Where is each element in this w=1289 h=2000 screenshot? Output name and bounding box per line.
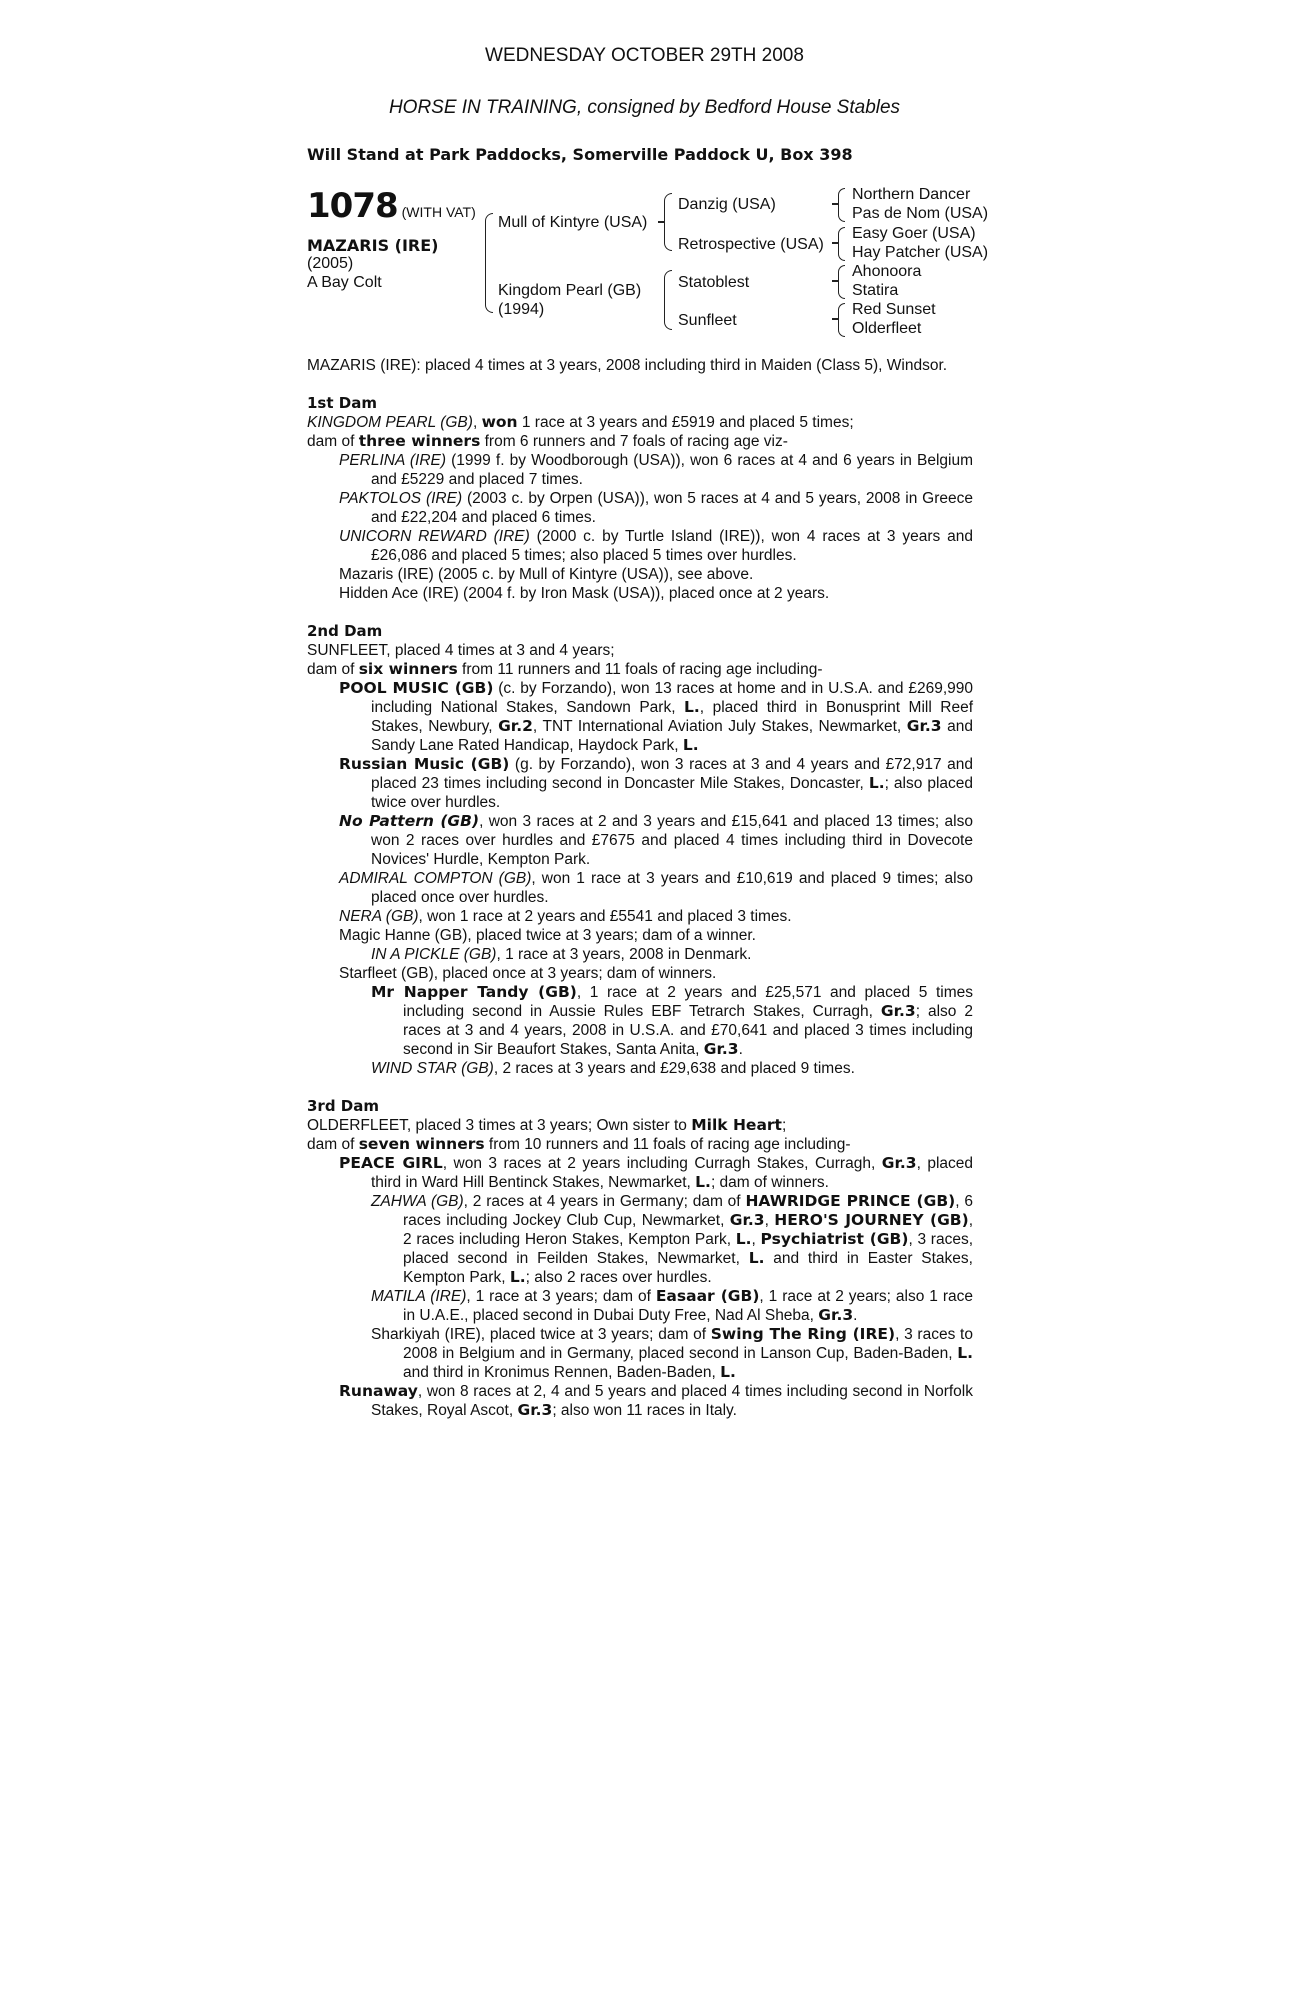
grand-offspring [371,945,973,964]
second-dam-offspring [339,755,973,812]
grand-offspring [371,1192,973,1287]
text-run: from 11 runners and 11 foals of racing age including- [457,661,823,678]
text-run: and third in Easter Stakes, Kempton Park, [403,1250,973,1286]
text-run: L. [748,1249,765,1267]
third-dam-line [307,1116,973,1135]
text-run: , won 1 race at 2 years and £5541 and placed 3 times. [418,908,792,925]
pedigree-bracket-g2 [838,227,845,261]
pedigree-bracket-g4 [838,303,845,337]
text-run: and Sandy Lane Rated Handicap, Haydock Park, [371,718,974,754]
pedigree-bracket-g3-point [832,280,838,282]
pedigree-gg-8: Olderfleet [852,320,922,337]
text-run: L. [509,1268,526,1286]
text-run: L. [695,1173,711,1191]
text-run: . [738,1041,743,1058]
text-run: No Pattern (GB) [339,812,480,830]
text-run: , won 1 race at 3 years and £10,619 and placed 9 times; also placed once over hurdles. [371,870,973,906]
text-run: PAKTOLOS (IRE) [339,490,463,507]
text-run: Gr.3 [703,1040,739,1058]
text-run: , 1 race at 3 years; dam of [466,1288,656,1305]
text-run: UNICORN REWARD (IRE) [339,528,530,545]
text-run: Easaar (GB) [655,1287,760,1305]
pedigree-bracket-g2-point [832,242,838,244]
text-run: MATILA (IRE) [371,1288,467,1305]
lot-heading [307,186,476,226]
consignment-line: HORSE IN TRAINING, consigned by Bedford House Stables [388,97,901,118]
pedigree-gg-3: Easy Goer (USA) [852,225,976,242]
first-dam-offspring: Hidden Ace (IRE) (2004 f. by Iron Mask (USA)), placed once at 2 years. [339,585,830,602]
first-dam-heading: 1st Dam [307,394,377,412]
pedigree-gg-4: Hay Patcher (USA) [852,244,989,261]
text-run: L. [682,736,699,754]
third-dam-produce [307,1135,973,1154]
second-dam-heading: 2nd Dam [307,622,383,640]
first-dam-offspring [339,489,973,527]
text-run: seven winners [358,1135,485,1153]
pedigree-bracket-main [485,213,493,313]
first-dam-offspring: Mazaris (IRE) (2005 c. by Mull of Kintyre (USA)), see above. [339,566,754,583]
text-run: , 2 races at 4 years in Germany; dam of [463,1193,746,1210]
text-run: KINGDOM PEARL (GB) [307,414,473,431]
grand-offspring [371,1059,973,1078]
pedigree-bracket-g1 [838,188,845,222]
text-run: Psychiatrist (GB) [760,1230,909,1248]
text-run: , 1 race at 2 years and £25,571 and placed 5 times including second in Aussie Rules EBF Tetrarch Stakes, Curragh, [403,984,973,1020]
text-run: HAWRIDGE PRINCE (GB) [745,1192,956,1210]
pedigree-dam-sire: Statoblest [678,274,750,291]
text-run: , [764,1212,775,1229]
pedigree-gg-7: Red Sunset [852,301,936,318]
second-dam-offspring [339,679,973,755]
second-dam-produce [307,660,973,679]
text-run: , 2 races including Heron Stakes, Kempton Park, [403,1212,973,1248]
pedigree-gg-5: Ahonoora [852,263,922,280]
pedigree-gg-6: Statira [852,282,899,299]
text-run: Gr.3 [880,1002,916,1020]
text-run: ZAHWA (GB) [371,1193,464,1210]
text-run: , won 3 races at 2 years including Curragh Stakes, Curragh, [442,1155,882,1172]
third-dam-heading: 3rd Dam [307,1097,379,1115]
second-dam-offspring: Starfleet (GB), placed once at 3 years; dam of winners. [339,965,717,982]
first-dam-line [307,413,973,432]
text-run: , 6 races including Jockey Club Cup, Newmarket, [403,1193,974,1229]
pedigree-sire: Mull of Kintyre (USA) [498,214,648,231]
text-run: Gr.2 [498,717,533,735]
text-run: Swing The Ring (IRE) [710,1325,896,1343]
text-run: ; [781,1117,787,1134]
text-run: ; also 2 races over hurdles. [525,1269,712,1286]
pedigree-dam: Kingdom Pearl (GB) [498,282,642,299]
text-run: ADMIRAL COMPTON (GB) [339,870,532,887]
text-run: Gr.3 [881,1154,917,1172]
racing-summary: MAZARIS (IRE): placed 4 times at 3 years, 2008 including third in Maiden (Class 5), Windsor. [307,357,948,374]
second-dam-offspring [339,907,973,926]
text-run: Milk Heart [691,1116,782,1134]
text-run: IN A PICKLE (GB) [371,946,497,963]
text-run: (1999 f. by Woodborough (USA)), won 6 races at 4 and 6 years in Belgium and £5229 and placed 7 times. [371,452,973,488]
text-run: , 3 races to 2008 in Belgium and in Germany, placed second in Lanson Cup, Baden-Baden, [403,1326,973,1362]
horse-name: MAZARIS (IRE) [307,236,439,255]
text-run: , won 8 races at 2, 4 and 5 years and placed 4 times including second in Norfolk Stakes, Royal Ascot, [371,1383,973,1419]
text-run: L. [684,698,700,716]
text-run: PERLINA (IRE) [339,452,447,469]
text-run: three winners [358,432,481,450]
pedigree-sire-sire: Danzig (USA) [678,196,776,213]
third-dam-offspring [339,1382,973,1420]
text-run: 1 race at 3 years and £5919 and placed 5 times; [517,414,854,431]
text-run: dam of [307,661,359,678]
text-run: and third in Kronimus Rennen, Baden-Baden, [403,1364,721,1381]
text-run: Runaway [339,1382,418,1400]
text-run: HERO'S JOURNEY (GB) [774,1211,969,1229]
first-dam-offspring [339,451,973,489]
pedigree-bracket-dam [664,270,672,330]
text-run: ; also 2 races at 3 and 4 years, 2008 in U.S.A. and £70,641 and placed 3 times including second in Sir Beaufort Stakes, Santa Anita, [403,1003,973,1058]
text-run: NERA (GB) [339,908,419,925]
second-dam-offspring [339,869,973,907]
text-run: (2000 c. by Turtle Island (IRE)), won 4 races at 3 years and £26,086 and placed 5 times; also placed 5 times over hurdles. [371,528,973,564]
pedigree-bracket-g4-point [832,318,838,320]
grand-offspring [371,1287,973,1325]
text-run: Mr Napper Tandy (GB) [371,983,577,1001]
text-run: L. [735,1230,752,1248]
text-run: Sharkiyah (IRE), placed twice at 3 years; dam of [371,1326,711,1343]
text-run: ; also won 11 races in Italy. [552,1402,737,1419]
text-run: , [472,414,482,431]
text-run: won [481,413,518,431]
text-run: dam of [307,1136,359,1153]
second-dam-offspring: Magic Hanne (GB), placed twice at 3 years; dam of a winner. [339,927,756,944]
stand-location: Will Stand at Park Paddocks, Somerville Paddock U, Box 398 [307,145,853,164]
sale-date: WEDNESDAY OCTOBER 29TH 2008 [485,45,804,66]
text-run: Gr.3 [517,1401,553,1419]
text-run: ; dam of winners. [710,1174,829,1191]
text-run: Russian Music (GB) [339,755,510,773]
grand-offspring [371,983,973,1059]
text-run: (g. by Forzando), won 3 races at 3 and 4 years and £72,917 and placed 23 times including second in Doncaster Mile Stakes, Doncaster, [371,756,973,792]
text-run: POOL MUSIC (GB) [339,679,494,697]
text-run: , placed third in Bonusprint Mill Reef Stakes, Newbury, [371,699,974,735]
lot-number: 1078 [307,186,398,226]
first-dam-offspring [339,527,973,565]
text-run: Gr.3 [818,1306,854,1324]
text-run: L. [720,1363,736,1381]
text-run: , 1 race at 2 years; also 1 race in U.A.E., placed second in Dubai Duty Free, Nad Al Sheba, [403,1288,974,1324]
text-run: , 3 races, placed second in Feilden Stakes, Newmarket, [403,1231,973,1267]
catalogue-body [307,356,973,1420]
pedigree-gg-2: Pas de Nom (USA) [852,205,989,222]
pedigree-bracket-sire [664,193,672,251]
text-run: Gr.3 [906,717,942,735]
text-run: , 1 race at 3 years, 2008 in Denmark. [496,946,752,963]
text-run: L. [957,1344,973,1362]
first-dam-produce [307,432,973,451]
vat-note: (WITH VAT) [401,204,476,220]
text-run: Gr.3 [729,1211,765,1229]
text-run: from 10 runners and 11 foals of racing age including- [484,1136,851,1153]
text-run: ; also placed twice over hurdles. [371,775,974,811]
text-run: dam of [307,433,359,450]
text-run: , won 3 races at 2 and 3 years and £15,641 and placed 13 times; also won 2 races over hurdles and £7675 and placed 4 times including third in Dovecote Novices' Hurdle, Kempton Park. [371,813,973,868]
pedigree-bracket-g3 [838,265,845,299]
pedigree-dam-dam: Sunfleet [678,312,737,329]
pedigree-dam-year: (1994) [498,301,545,318]
text-run: OLDERFLEET, placed 3 times at 3 years; Own sister to [307,1117,692,1134]
text-run: . [853,1307,858,1324]
text-run: WIND STAR (GB) [371,1060,494,1077]
second-dam-offspring [339,812,973,869]
text-run: , TNT International Aviation July Stakes, Newmarket, [532,718,907,735]
text-run: L. [868,774,885,792]
text-run: , placed third in Ward Hill Bentinck Stakes, Newmarket, [371,1155,974,1191]
text-run: , 2 races at 3 years and £29,638 and placed 9 times. [493,1060,855,1077]
pedigree-gg-1: Northern Dancer [852,186,971,203]
grand-offspring [371,1325,973,1382]
text-run: (2003 c. by Orpen (USA)), won 5 races at 4 and 5 years, 2008 in Greece and £22,204 and placed 6 times. [371,490,973,526]
horse-description: A Bay Colt [307,274,382,291]
text-run: from 6 runners and 7 foals of racing age viz- [480,433,788,450]
third-dam-offspring [339,1154,973,1192]
text-run: PEACE GIRL [339,1154,443,1172]
horse-year: (2005) [307,255,354,272]
pedigree-bracket-sire-point [658,221,664,223]
pedigree-bracket-g1-point [832,203,838,205]
text-run: (c. by Forzando), won 13 races at home and in U.S.A. and £269,990 including National Stakes, Sandown Park, [371,680,973,716]
second-dam-line: SUNFLEET, placed 4 times at 3 and 4 years; [307,642,615,659]
pedigree-sire-dam: Retrospective (USA) [678,236,824,253]
text-run: six winners [358,660,458,678]
text-run: , [751,1231,761,1248]
